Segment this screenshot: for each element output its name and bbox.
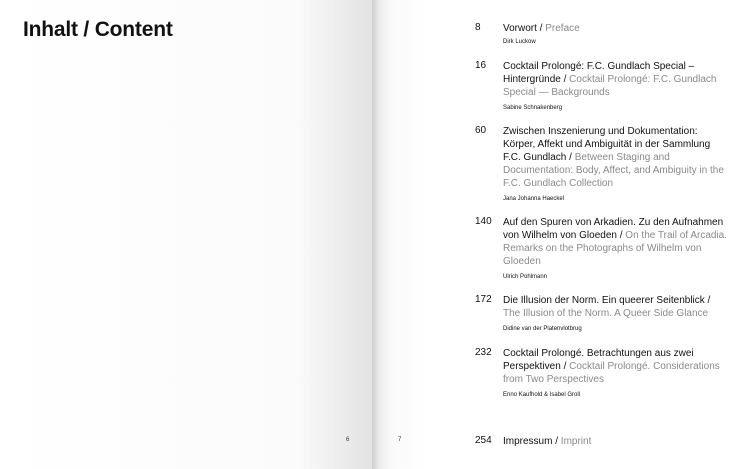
toc-author: Didine van der Platenvlotbrug <box>503 326 582 332</box>
toc-author: Enno Kaufhold & Isabel Groll <box>503 392 581 398</box>
toc-heading <box>503 60 729 99</box>
toc-heading <box>503 22 729 35</box>
toc-page-number: 140 <box>475 216 492 227</box>
toc-page-number: 60 <box>475 125 487 136</box>
toc-author: Sabine Schnakenberg <box>503 105 563 111</box>
toc-author: Ulrich Pohlmann <box>503 274 548 280</box>
toc-title-de: Auf den Spuren von Arkadien. Zu den Aufnahmen von Wilhelm von Gloeden <box>503 217 724 241</box>
toc-title-en: Imprint <box>560 436 592 447</box>
toc-page-number: 16 <box>475 60 487 71</box>
page-title: Inhalt / Content <box>23 18 173 41</box>
toc-title-en: Between Staging and Documentation: Body, Affect, and Ambiguity in the F.C. Gundlach Collection <box>503 152 724 189</box>
toc-page-number: 232 <box>475 347 492 358</box>
toc-title-en: The Illusion of the Norm. A Queer Side Glance <box>503 308 709 319</box>
toc-title-en: Cocktail Prolongé: F.C. Gundlach Special — Backgrounds <box>503 74 717 98</box>
toc-separator: / <box>552 436 561 447</box>
toc-separator: / <box>704 295 711 306</box>
toc-heading <box>503 125 729 190</box>
left-page <box>0 0 372 469</box>
toc-title-en: Cocktail Prolongé. Considerations from Two Perspectives <box>503 361 720 385</box>
toc-heading <box>503 347 729 386</box>
toc-page-number: 172 <box>475 294 492 305</box>
toc-page-number: 254 <box>475 435 492 446</box>
toc-separator: / <box>566 152 575 163</box>
right-page-number: 7 <box>398 437 402 443</box>
toc-separator: / <box>616 230 626 241</box>
toc-separator: / <box>536 23 546 34</box>
left-page-number: 6 <box>346 437 350 443</box>
toc-separator: / <box>560 74 570 85</box>
toc-heading <box>503 435 729 448</box>
toc-title-de: Impressum <box>503 436 553 447</box>
toc-author: Dirk Luckow <box>503 39 536 45</box>
toc-title-de: Cocktail Prolongé. Betrachtungen aus zwei Perspektiven <box>503 348 694 372</box>
toc-title-en: Preface <box>545 23 580 34</box>
toc-title-de: Die Illusion der Norm. Ein queerer Seitenblick <box>503 295 705 306</box>
toc-separator: / <box>560 361 570 372</box>
toc-author: Jana Johanna Haeckel <box>503 196 565 202</box>
toc-heading <box>503 294 729 320</box>
toc-heading <box>503 216 729 268</box>
toc-page-number: 8 <box>475 22 481 33</box>
toc-title-en: On the Trail of Arcadia. Remarks on the Photographs of Wilhelm von Gloeden <box>503 230 728 267</box>
toc-title-de: Vorwort <box>503 23 537 34</box>
toc-title-de: Cocktail Prolongé: F.C. Gundlach Special – Hintergründe <box>503 61 695 85</box>
toc-title-de: Zwischen Inszenierung und Dokumentation: Körper, Affekt und Ambiguität in der Sammlung F.C. Gundlach <box>503 126 711 163</box>
